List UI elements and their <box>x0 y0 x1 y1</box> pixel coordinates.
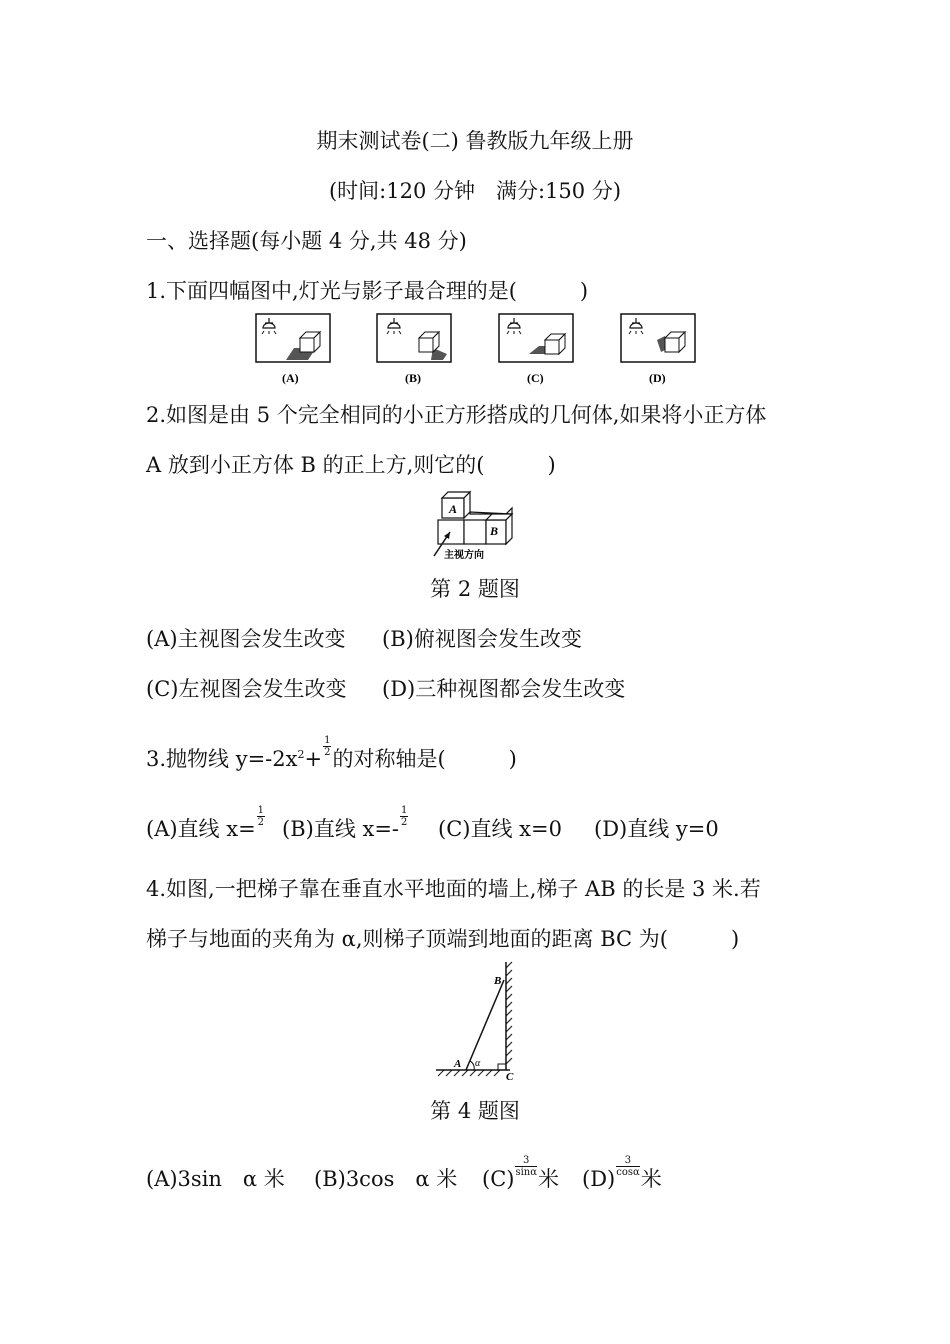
lamp-icon <box>387 318 401 334</box>
wall-hatch <box>506 962 512 1064</box>
q3-option-a: (A)直线 x= $\frac{1}{2}$ <box>146 805 265 841</box>
q1-label-b: (B) <box>405 371 421 385</box>
q4-fig-label-alpha: α <box>475 1058 481 1069</box>
q3-stem-plus: + <box>304 747 323 771</box>
q1-stem: 1.下面四幅图中,灯光与影子最合理的是( ) <box>146 279 589 303</box>
q3-stem-exp: 2 <box>297 748 305 761</box>
cube-icon <box>419 332 439 352</box>
q3-option-b: (B)直线 x=- $\frac{1}{2}$ <box>282 805 408 841</box>
q1-label-c: (C) <box>527 371 544 385</box>
q4-fig-label-b: B <box>494 975 502 987</box>
q4-option-d: (D) $\frac{3}{\cos\alpha}$ 米 <box>582 1155 662 1191</box>
q2-fig-label-a: A <box>449 502 458 516</box>
q1-panel-a <box>256 314 330 362</box>
cube-icon <box>545 334 565 354</box>
q2-figure <box>430 488 530 564</box>
q4-caption: 第 4 题图 <box>430 1099 520 1123</box>
cube-icon <box>300 332 320 352</box>
q2-fig-arrow-label: 主视方向 <box>444 550 484 561</box>
ladder-line <box>466 980 504 1070</box>
lamp-icon <box>262 318 276 334</box>
q2-option-b: (B)俯视图会发生改变 <box>382 627 582 651</box>
q4-option-c: (C) $\frac{3}{\sin\alpha}$ 米 <box>482 1155 559 1191</box>
section-heading: 一、选择题(每小题 4 分,共 48 分) <box>146 229 467 253</box>
q3-stem-post: 的对称轴是( ) <box>332 747 517 771</box>
q4-option-a: (A)3sin α 米 <box>146 1167 285 1191</box>
q4-stem-line1: 4.如图,一把梯子靠在垂直水平地面的墙上,梯子 AB 的长是 3 米.若 <box>146 877 761 901</box>
q1-panel-b <box>377 314 451 362</box>
q3-option-c: (C)直线 x=0 <box>438 817 562 841</box>
q4-fig-label-a: A <box>454 1058 462 1070</box>
ground-hatch <box>438 1070 500 1076</box>
q4-stem-line2: 梯子与地面的夹角为 α,则梯子顶端到地面的距离 BC 为( ) <box>146 927 740 951</box>
q2-fig-label-b: B <box>490 524 499 538</box>
q2-stem-line1: 2.如图是由 5 个完全相同的小正方形搭成的几何体,如果将小正方体 <box>146 403 767 427</box>
q3-fraction: $\frac{1}{2}$ <box>324 735 331 758</box>
q2-caption: 第 2 题图 <box>430 577 520 601</box>
q1-label-d: (D) <box>649 371 666 385</box>
q3-stem-pre: 3.抛物线 y=-2x <box>146 747 298 771</box>
page-title: 期末测试卷(二) 鲁教版九年级上册 <box>316 129 634 153</box>
q2-option-a: (A)主视图会发生改变 <box>146 627 346 651</box>
q4-fig-label-c: C <box>506 1071 514 1083</box>
q2-option-d: (D)三种视图都会发生改变 <box>382 677 626 701</box>
q3-option-d: (D)直线 y=0 <box>594 817 719 841</box>
page-subtitle: (时间:120 分钟 满分:150 分) <box>328 179 622 203</box>
lamp-icon <box>629 318 643 334</box>
q3-stem <box>146 735 517 774</box>
q1-figure <box>250 312 710 392</box>
q4-figure <box>432 958 532 1084</box>
lamp-icon <box>507 318 521 334</box>
q4-option-b: (B)3cos α 米 <box>314 1167 458 1191</box>
cube-icon <box>665 332 685 352</box>
q1-label-a: (A) <box>282 371 299 385</box>
q1-panel-d <box>621 314 695 362</box>
q1-panel-c <box>499 314 573 362</box>
q2-option-c: (C)左视图会发生改变 <box>146 677 347 701</box>
q2-stem-line2: A 放到小正方体 B 的正上方,则它的( ) <box>146 453 556 477</box>
